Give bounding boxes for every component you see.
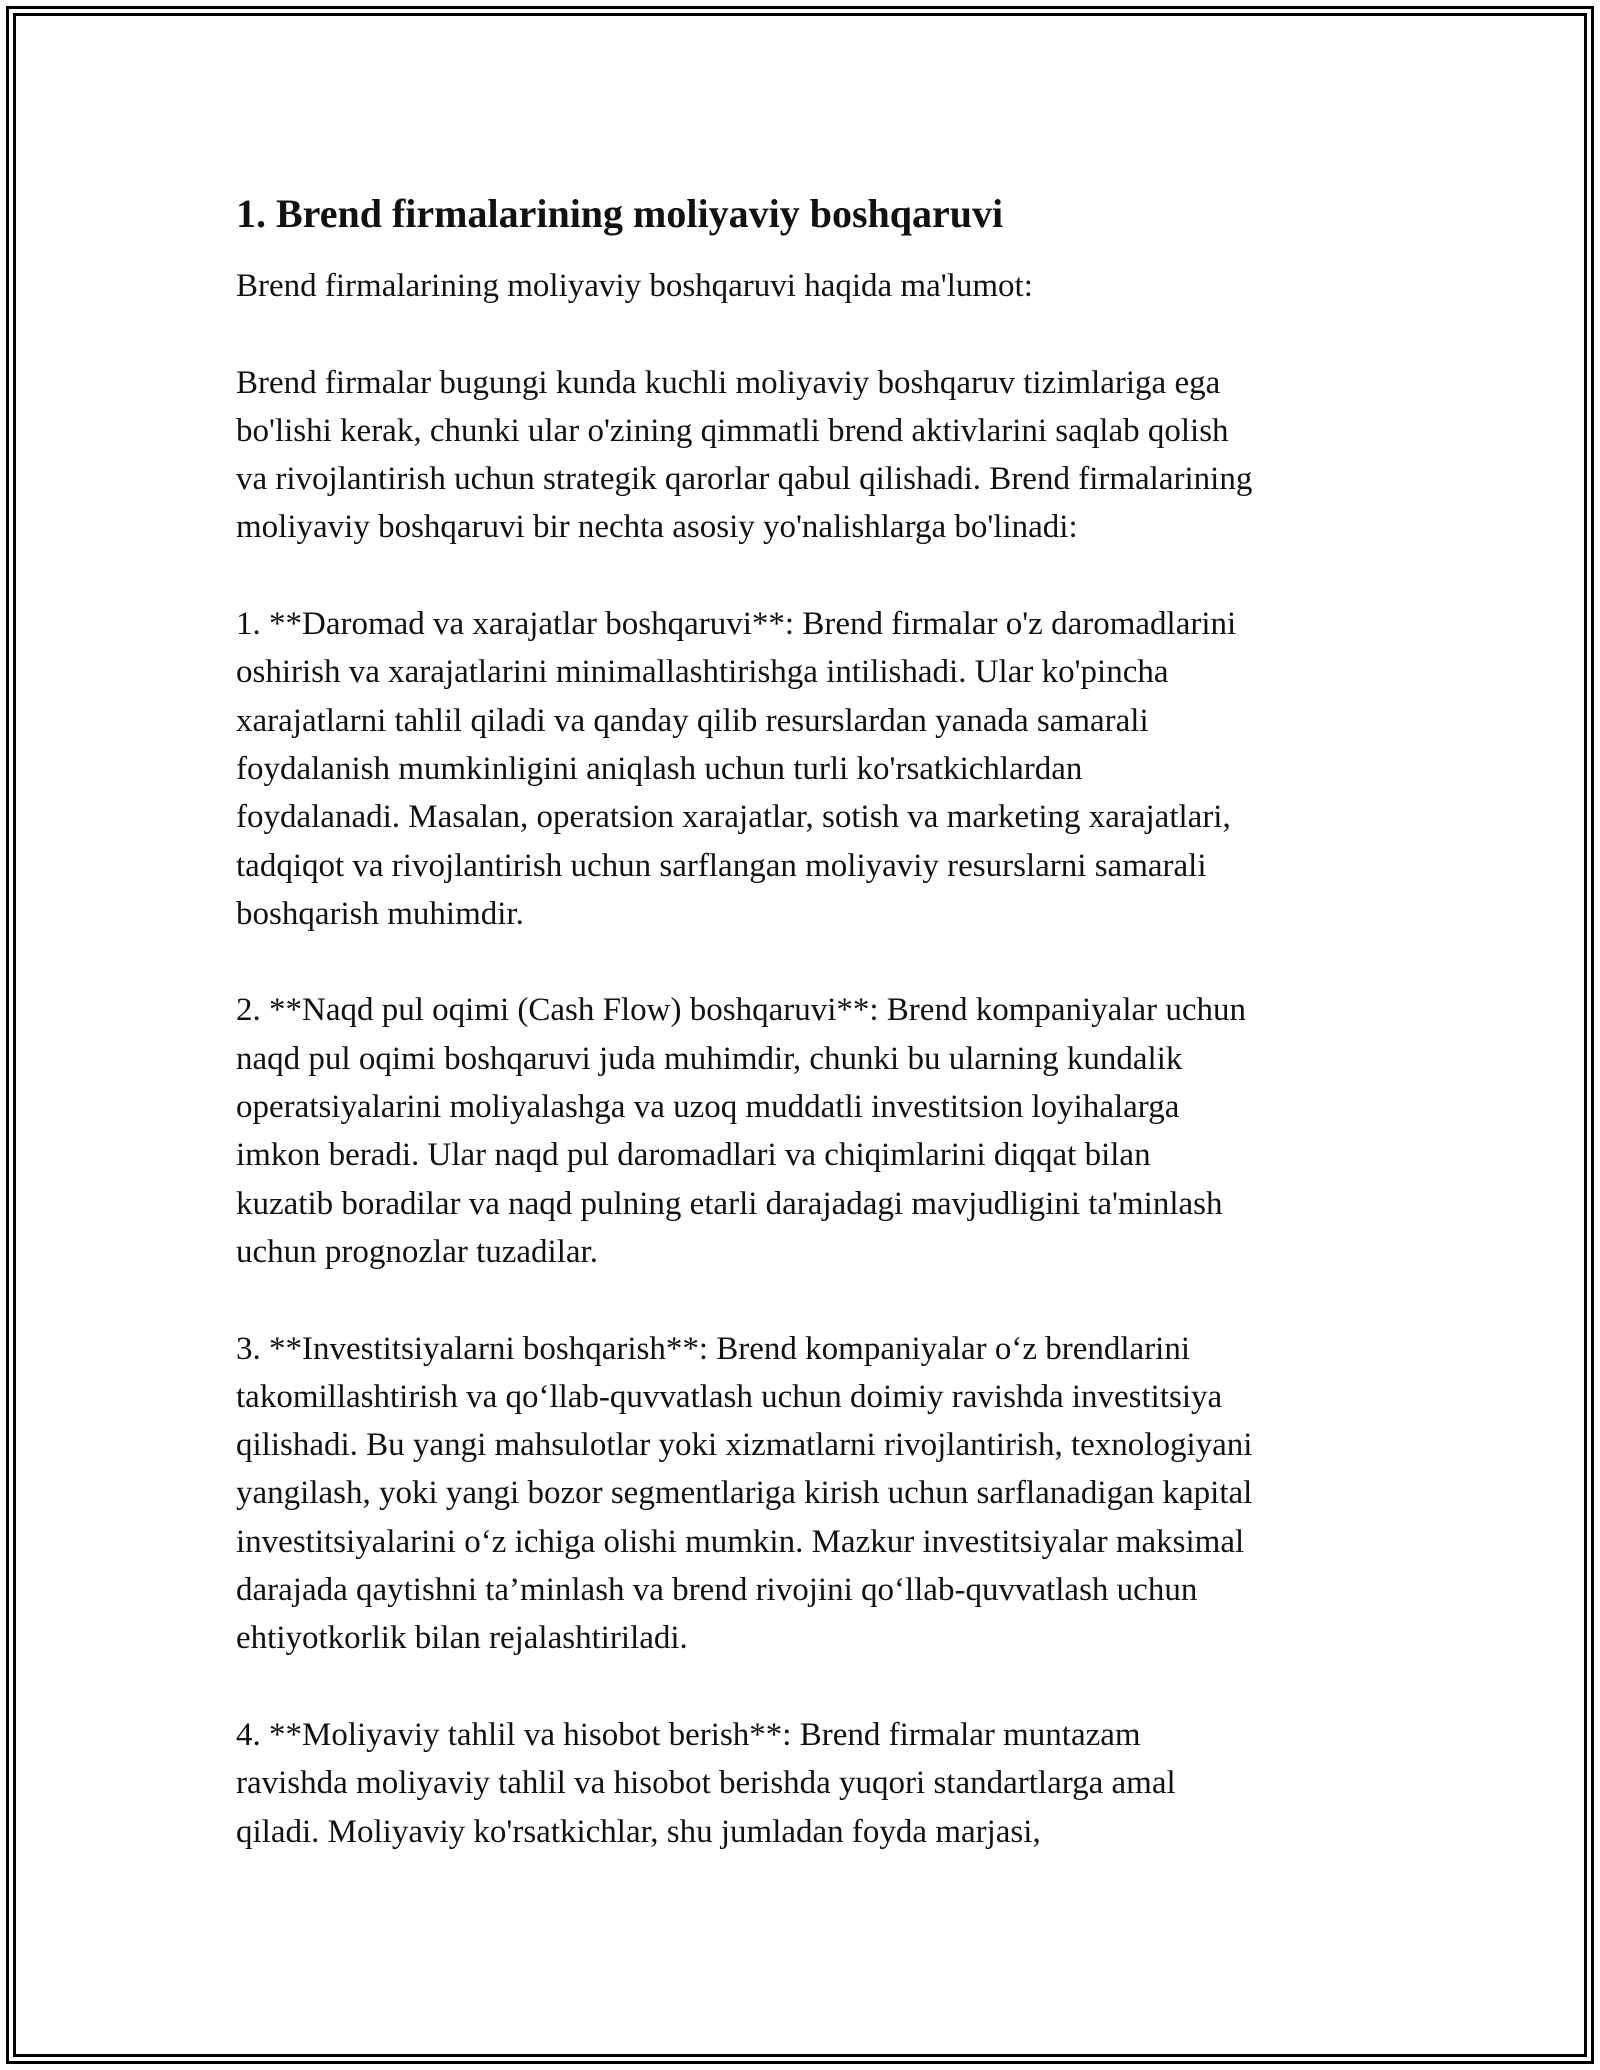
paragraph-line: va rivojlantirish uchun strategik qarorlar qabul qilishadi. Brend firmalarining [236,461,1253,498]
paragraph-line: 1. **Daromad va xarajatlar boshqaruvi**: Brend firmalar o'z daromadlarini [236,606,1237,643]
paragraph-line: Brend firmalarining moliyaviy boshqaruvi haqida ma'lumot: [236,268,1033,304]
paragraph-line: darajada qaytishni ta’minlash va brend rivojini qo‘llab-quvvatlash uchun [236,1572,1198,1609]
document-body [236,186,1386,1856]
paragraph-line: moliyaviy boshqaruvi bir nechta asosiy yo'nalishlarga bo'linadi: [236,509,1078,546]
paragraph-line: boshqarish muhimdir. [236,895,524,932]
paragraph-line: foydalanish mumkinligini aniqlash uchun turli ko'rsatkichlardan [236,750,1083,787]
paragraph-line: 3. **Investitsiyalarni boshqarish**: Brend kompaniyalar o‘z brendlarini [236,1330,1191,1367]
paragraph-line: kuzatib boradilar va naqd pulning etarli darajadagi mavjudligini ta'minlash [236,1185,1223,1222]
paragraph [236,359,1386,552]
paragraph-line: yangilash, yoki yangi bozor segmentlariga kirish uchun sarflanadigan kapital [236,1475,1253,1512]
paragraph-line: ravishda moliyaviy tahlil va hisobot berishda yuqori standartlarga amal [236,1765,1176,1802]
paragraph-line: operatsiyalarini moliyalashga va uzoq muddatli investitsion loyihalarga [236,1089,1180,1126]
paragraph-line: oshirish va xarajatlarini minimallashtirishga intilishadi. Ular ko'pincha [236,654,1169,691]
paragraph-line: uchun prognozlar tuzadilar. [236,1233,598,1270]
paragraph-line: bo'lishi kerak, chunki ular o'zining qimmatli brend aktivlarini saqlab qolish [236,412,1229,449]
paragraph-line: investitsiyalarini o‘z ichiga olishi mumkin. Mazkur investitsiyalar maksimal [236,1523,1245,1560]
paragraph-line: qiladi. Moliyaviy ko'rsatkichlar, shu jumladan foyda marjasi, [236,1813,1041,1850]
paragraph-line: 4. **Moliyaviy tahlil va hisobot berish**: Brend firmalar muntazam [236,1716,1141,1753]
paragraph-line: Brend firmalar bugungi kunda kuchli moliyaviy boshqaruv tizimlariga ega [236,364,1221,401]
paragraph [236,1711,1386,1856]
paragraph-line: 2. **Naqd pul oqimi (Cash Flow) boshqaruvi**: Brend kompaniyalar uchun [236,992,1247,1029]
paragraph-line: takomillashtirish va qo‘llab-quvvatlash uchun doimiy ravishda investitsiya [236,1378,1223,1415]
paragraph [236,1325,1386,1663]
document-title: 1. Brend firmalarining moliyaviy boshqaruvi [236,191,1004,236]
paragraph-line: ehtiyotkorlik bilan rejalashtiriladi. [236,1620,688,1657]
paragraph-line: naqd pul oqimi boshqaruvi juda muhimdir, chunki bu ularning kundalik [236,1040,1183,1077]
paragraph-line: tadqiqot va rivojlantirish uchun sarflangan moliyaviy resurslarni samarali [236,847,1207,884]
paragraph-line: qilishadi. Bu yangi mahsulotlar yoki xizmatlarni rivojlantirish, texnologiyani [236,1427,1253,1464]
paragraph-list [236,262,1386,1856]
paragraph-line: foydalanadi. Masalan, operatsion xarajatlar, sotish va marketing xarajatlari, [236,799,1231,836]
paragraph-line: xarajatlarni tahlil qiladi va qanday qilib resurslardan yanada samarali [236,702,1149,739]
paragraph-line: imkon beradi. Ular naqd pul daromadlari va chiqimlarini diqqat bilan [236,1137,1151,1174]
paragraph [236,600,1386,938]
intro-paragraph [236,262,1386,310]
paragraph [236,986,1386,1276]
